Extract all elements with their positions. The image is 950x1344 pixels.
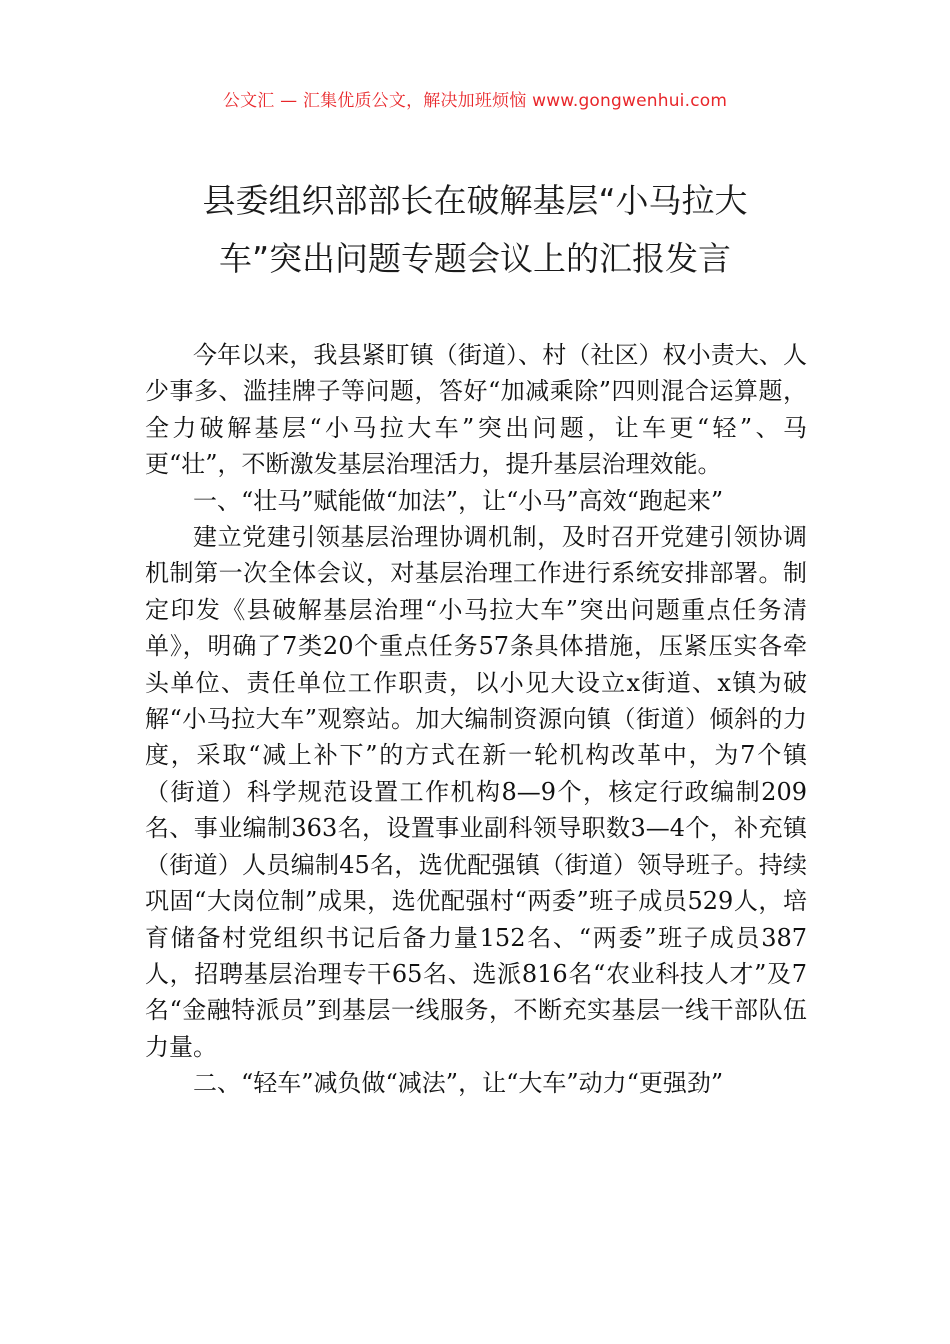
header-banner[interactable]: 公文汇 — 汇集优质公文，解决加班烦恼 www.gongwenhui.com bbox=[222, 91, 728, 111]
title-line-1: 县委组织部部长在破解基层“小马拉大 bbox=[202, 181, 748, 220]
paragraph-intro: 今年以来，我县紧盯镇（街道）、村（社区）权小责大、人少事多、滥挂牌子等问题，答好“加减乘除”四则混合运算题，全力破解基层“小马拉大车”突出问题，让车更“轻”、马更“壮”，不断激发基层治理活力，提升基层治理效能。 bbox=[145, 341, 807, 479]
document-title bbox=[150, 172, 800, 288]
document-body bbox=[145, 337, 807, 1102]
paragraph-section-1: 建立党建引领基层治理协调机制，及时召开党建引领协调机制第一次全体会议，对基层治理工作进行系统安排部署。制定印发《县破解基层治理“小马拉大车”突出问题重点任务清单》，明确了7类20个重点任务57条具体措施，压紧压实各牵头单位、责任单位工作职责，以小见大设立x街道、x镇为破解“小马拉大车”观察站。加大编制资源向镇（街道）倾斜的力度，采取“减上补下”的方式在新一轮机构改革中，为7个镇（街道）科学规范设置工作机构8—9个，核定行政编制209名、事业编制363名，设置事业副科领导职数3—4个，补充镇（街道）人员编制45名，选优配强镇（街道）领导班子。持续巩固“大岗位制”成果，选优配强村“两委”班子成员529人，培育储备村党组织书记后备力量152名、“两委”班子成员387人，招聘基层治理专干65名、选派816名“农业科技人才”及7名“金融特派员”到基层一线服务，不断充实基层一线干部队伍力量。 bbox=[145, 523, 807, 1061]
section-heading-1: 一、“壮马”赋能做“加法”，让“小马”高效“跑起来” bbox=[193, 486, 724, 515]
title-line-2: 车”突出问题专题会议上的汇报发言 bbox=[218, 239, 732, 278]
section-heading-2: 二、“轻车”减负做“减法”，让“大车”动力“更强劲” bbox=[193, 1069, 724, 1098]
